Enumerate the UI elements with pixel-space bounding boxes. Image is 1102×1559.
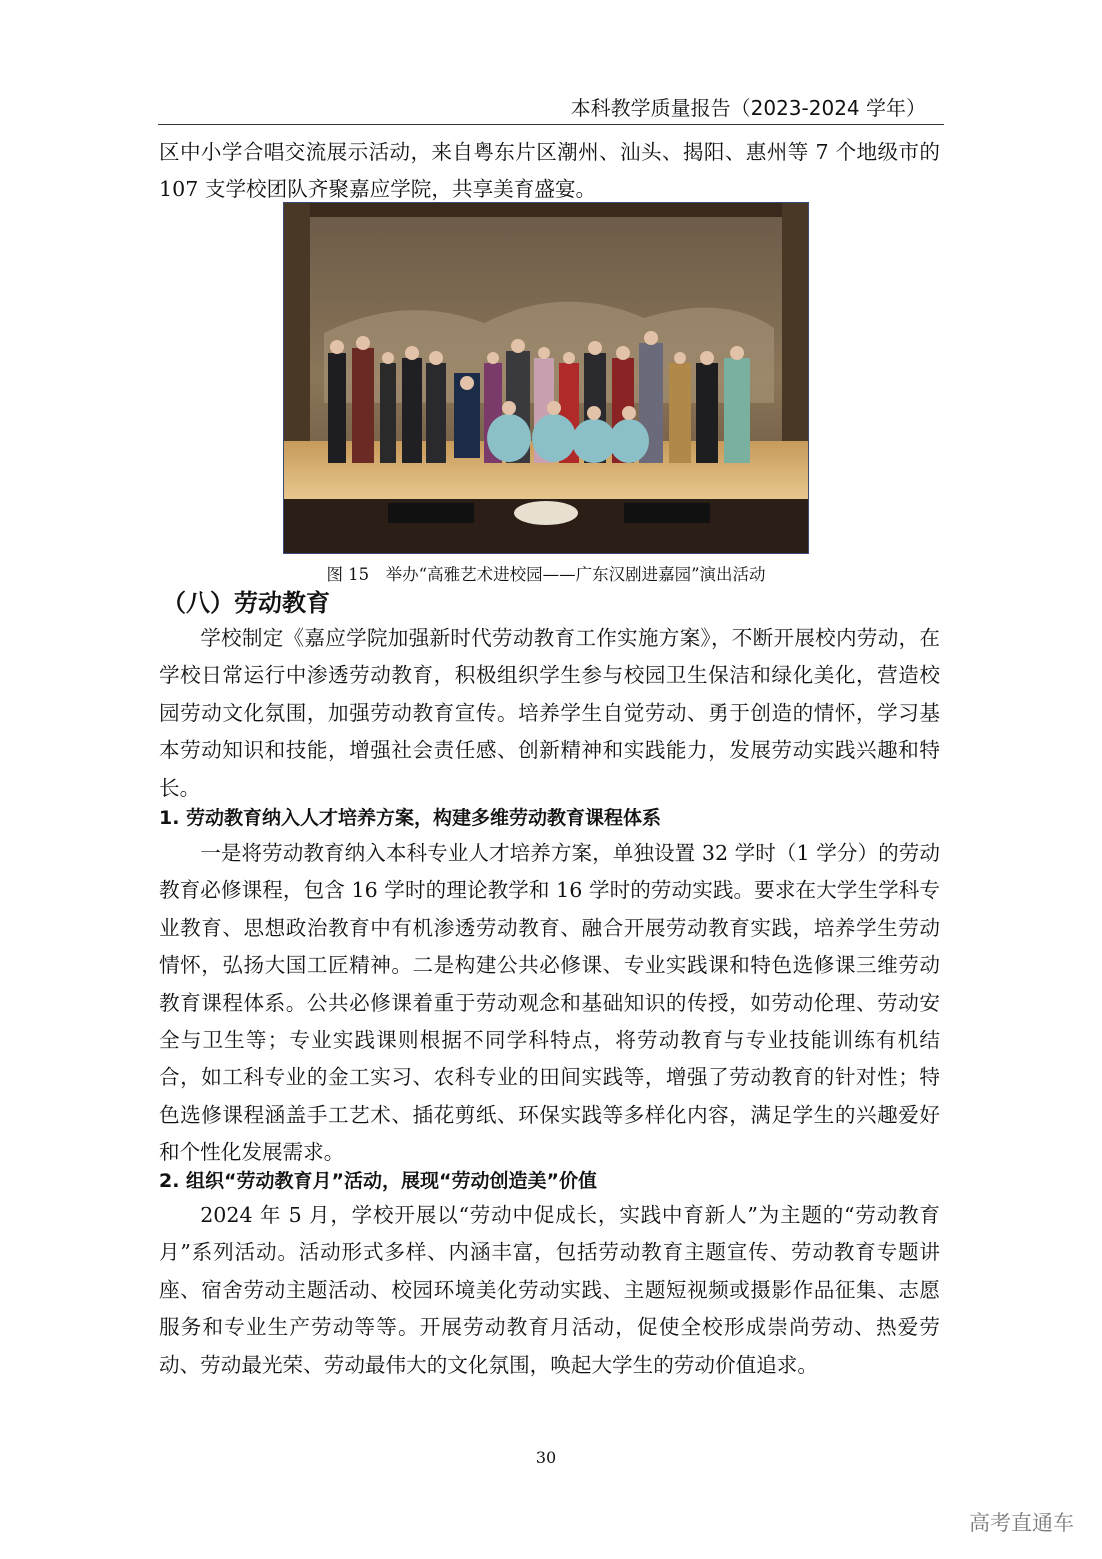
- subsection-heading-2: 2. 组织“劳动教育月”活动，展现“劳动创造美”价值: [159, 1170, 598, 1192]
- report-header-title: 本科教学质量报告（2023-2024 学年）: [570, 96, 926, 120]
- page-number: 30: [535, 1448, 557, 1467]
- intro-paragraph: 区中小学合唱交流展示活动，来自粤东片区潮州、汕头、揭阳、惠州等 7 个地级市的 107 支学校团队齐聚嘉应学院，共享美育盛宴。: [159, 140, 940, 202]
- section-paragraph: 学校制定《嘉应学院加强新时代劳动教育工作实施方案》，不断开展校内劳动，在学校日常运行中渗透劳动教育，积极组织学生参与校园卫生保洁和绿化美化，营造校园劳动文化氛围，加强劳动教育宣传。培养学生自觉劳动、勇于创造的情怀，学习基本劳动知识和技能，增强社会责任感、创新精神和实践能力，发展劳动实践兴趣和特长。: [159, 626, 940, 800]
- watermark: 高考直通车: [969, 1511, 1074, 1535]
- header-divider: [158, 124, 944, 125]
- subsection-heading-1: 1. 劳动教育纳入人才培养方案，构建多维劳动教育课程体系: [159, 807, 662, 829]
- subsection-paragraph-1: 一是将劳动教育纳入本科专业人才培养方案，单独设置 32 学时（1 学分）的劳动教育必修课程，包含 16 学时的理论教学和 16 学时的劳动实践。要求在大学生学科专业教育、思想政治教育中有机渗透劳动教育、融合开展劳动教育实践，培养学生劳动情怀，弘扬大国工匠精神。二是构建公共必修课、专业实践课和特色选修课三维劳动教育课程体系。公共必修课着重于劳动观念和基础知识的传授，如劳动伦理、劳动安全与卫生等；专业实践课则根据不同学科特点，将劳动教育与专业技能训练有机结合，如工科专业的金工实习、农科专业的田间实践等，增强了劳动教育的针对性；特色选修课程涵盖手工艺术、插花剪纸、环保实践等多样化内容，满足学生的兴趣爱好和个性化发展需求。: [159, 841, 940, 1165]
- figure-caption: 图 15 举办“高雅艺术进校园——广东汉剧进嘉园”演出活动: [326, 565, 766, 584]
- section-heading: （八）劳动教育: [162, 589, 330, 617]
- subsection-paragraph-2: 2024 年 5 月，学校开展以“劳动中促成长，实践中育新人”为主题的“劳动教育月”系列活动。活动形式多样、内涵丰富，包括劳动教育主题宣传、劳动教育专题讲座、宿舍劳动主题活动、校园环境美化劳动实践、主题短视频或摄影作品征集、志愿服务和专业生产劳动等等。开展劳动教育月活动，促使全校形成崇尚劳动、热爱劳动、劳动最光荣、劳动最伟大的文化氛围，唤起大学生的劳动价值追求。: [159, 1203, 940, 1377]
- stage-performance-photo: [283, 202, 809, 554]
